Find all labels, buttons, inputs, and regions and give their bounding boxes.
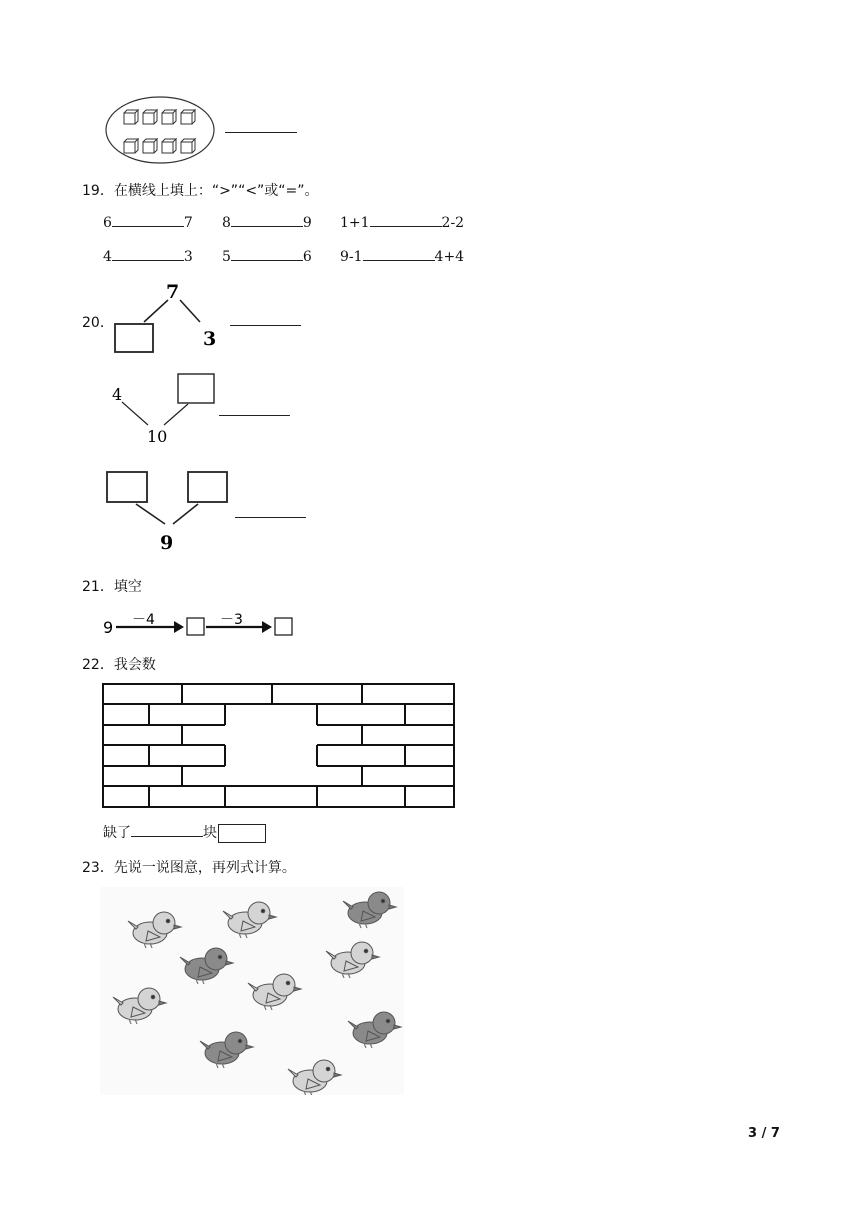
bird-icon	[326, 942, 379, 978]
cube-icon	[143, 110, 157, 124]
number-bond-2	[108, 370, 220, 450]
bird-icon	[128, 912, 181, 948]
q19-row1-item1	[103, 215, 193, 231]
cube-icon	[124, 139, 138, 153]
birds-picture	[100, 887, 404, 1095]
q20-number: 20	[82, 315, 100, 331]
q19-answer-blank[interactable]	[363, 260, 435, 261]
q19-text: 在横线上填上：“>”“<”或“=”。	[113, 183, 319, 199]
q19-right-value: 4+4	[434, 249, 465, 265]
q19-left-value: 9-1	[340, 249, 363, 265]
cube-icon	[162, 110, 176, 124]
subtraction-chain-figure	[100, 608, 300, 640]
q19-row1-item2	[222, 215, 312, 231]
cube-icon	[124, 110, 138, 124]
cube-icon	[162, 139, 176, 153]
bird-icon	[288, 1060, 341, 1095]
number-bond-1	[108, 280, 220, 360]
q19-answer-blank[interactable]	[231, 226, 303, 227]
arrow-icon	[174, 621, 184, 633]
arrow-icon	[262, 621, 272, 633]
q22-heading: 22．我会数	[82, 657, 156, 673]
q21-number: 21	[82, 579, 100, 595]
bond-answer-box[interactable]	[115, 324, 153, 352]
cube-icon	[181, 139, 195, 153]
q19-left-value: 8	[222, 215, 231, 231]
q19-left-value: 4	[103, 249, 112, 265]
q19-answer-blank[interactable]	[370, 226, 442, 227]
bond-bottom-value: 10	[147, 427, 168, 446]
q22-number: 22	[82, 657, 100, 673]
q19-right-value: 3	[183, 249, 193, 265]
chain-op2: －3	[220, 612, 243, 628]
bond-top-value: 7	[166, 281, 180, 303]
q19-row1-item3	[340, 215, 464, 231]
bird-icon	[113, 988, 166, 1024]
number-bond-3	[100, 466, 240, 556]
q20-bond1-answer-blank[interactable]	[230, 325, 301, 326]
q19-left-value: 5	[222, 249, 231, 265]
q19-prompt: 19．在横线上填上：“>”“<”或“=”。	[82, 183, 319, 199]
q19-right-value: 2-2	[441, 215, 465, 231]
q22-answer-blank[interactable]	[131, 836, 203, 837]
q22-answer-box[interactable]	[218, 824, 266, 843]
chain-op1: －4	[132, 612, 155, 628]
bird-icon	[200, 1032, 253, 1068]
q23-title: 先说一说图意，再列式计算。	[113, 860, 296, 876]
q18-answer-blank[interactable]	[225, 132, 297, 133]
q19-row2-item2	[222, 249, 312, 265]
bird-icon	[348, 1012, 401, 1048]
bird-icon	[343, 892, 396, 928]
q22-title: 我会数	[113, 657, 156, 673]
q19-right-value: 7	[183, 215, 193, 231]
bond-answer-box[interactable]	[178, 374, 214, 403]
q19-answer-blank[interactable]	[231, 260, 303, 261]
page-number: 3 / 7	[748, 1126, 780, 1141]
q22-answer-line	[103, 822, 266, 843]
cube-icon	[143, 139, 157, 153]
bird-icon	[180, 948, 233, 984]
cube-icon	[181, 110, 195, 124]
q19-left-value: 6	[103, 215, 112, 231]
bird-icon	[223, 902, 276, 938]
brick-wall-figure	[102, 683, 456, 809]
q19-answer-blank[interactable]	[112, 260, 184, 261]
q19-number: 19	[82, 183, 100, 199]
q19-answer-blank[interactable]	[112, 226, 184, 227]
q22-answer-unit: 块	[203, 825, 217, 841]
q19-right-value: 6	[302, 249, 312, 265]
page-current: 3	[748, 1126, 758, 1141]
q20-bond2-answer-blank[interactable]	[219, 415, 290, 416]
bond-left-value: 4	[112, 385, 123, 404]
bond-answer-box[interactable]	[107, 472, 147, 502]
chain-start-value: 9	[103, 618, 114, 637]
q23-heading: 23．先说一说图意，再列式计算。	[82, 860, 296, 876]
chain-answer-box[interactable]	[187, 618, 204, 635]
q19-row2-item1	[103, 249, 193, 265]
bird-icon	[248, 974, 301, 1010]
q19-row2-item3	[340, 249, 464, 265]
q23-number: 23	[82, 860, 100, 876]
q21-title: 填空	[113, 579, 142, 595]
q19-right-value: 9	[302, 215, 312, 231]
q21-heading: 21．填空	[82, 579, 142, 595]
bond-bottom-value: 9	[160, 532, 174, 554]
q22-answer-prefix: 缺了	[103, 825, 131, 841]
page-total: 7	[770, 1126, 780, 1141]
bond-answer-box[interactable]	[188, 472, 227, 502]
bond-right-value: 3	[203, 328, 217, 350]
cube-oval-figure	[104, 95, 216, 165]
q20-bond3-answer-blank[interactable]	[235, 517, 306, 518]
chain-answer-box[interactable]	[275, 618, 292, 635]
q20-number-label: 20．	[82, 315, 114, 331]
q19-left-value: 1+1	[340, 215, 370, 231]
